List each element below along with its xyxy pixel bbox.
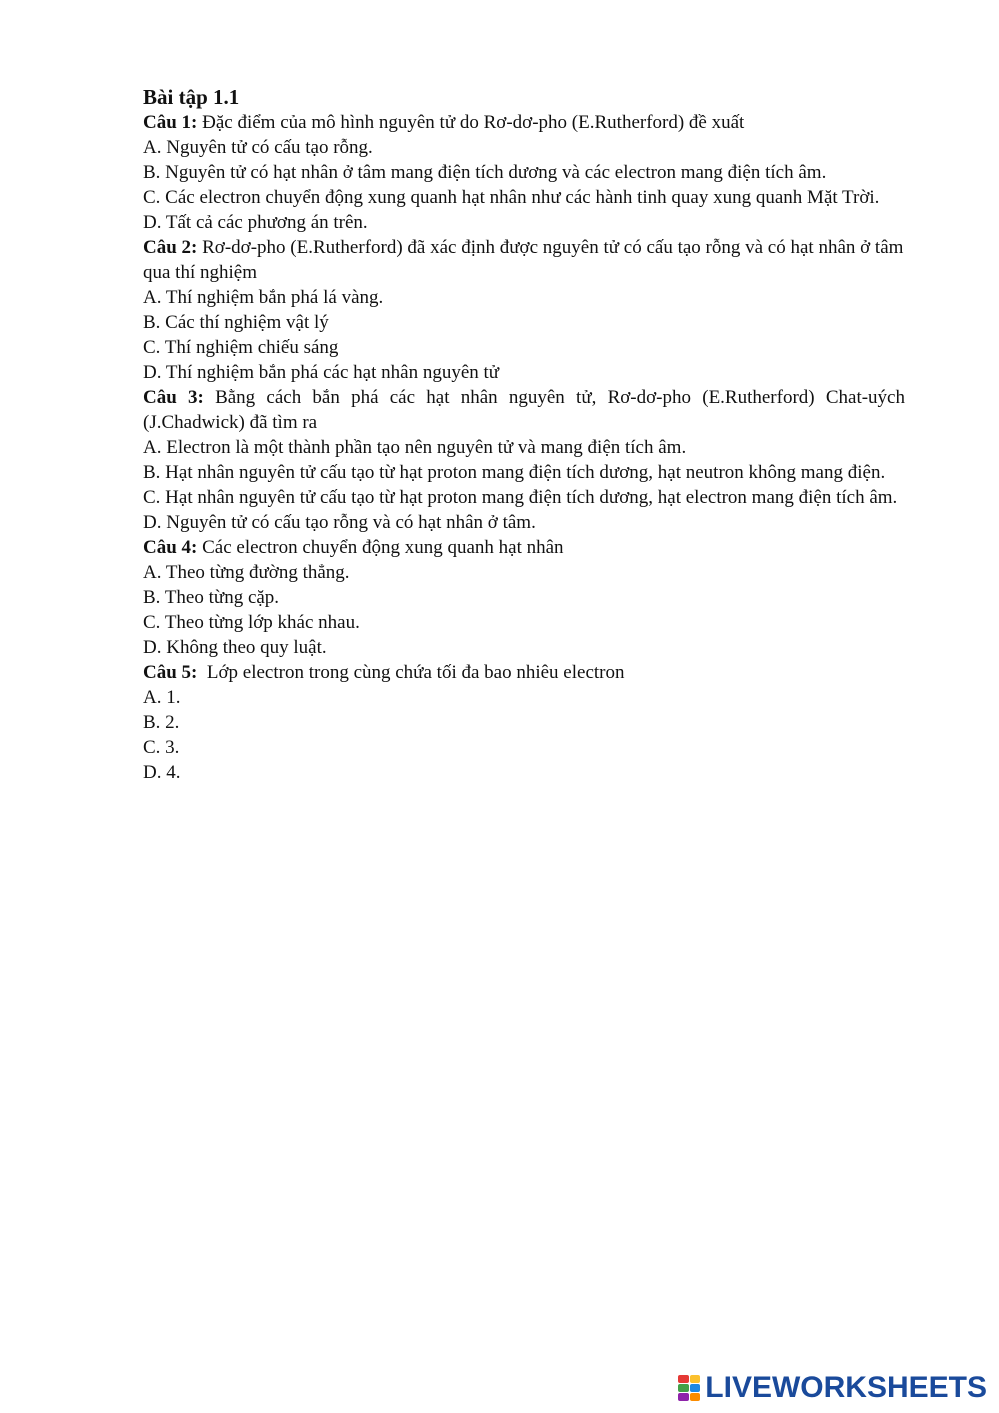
question-label: Câu 4: xyxy=(143,537,198,558)
question-text: Các electron chuyển động xung quanh hạt nhân xyxy=(197,537,564,558)
logo-block xyxy=(690,1375,701,1383)
worksheet-page xyxy=(143,84,905,785)
question-text: Đặc điểm của mô hình nguyên tử do Rơ-dơ-pho (E.Rutherford) đề xuất xyxy=(197,112,745,133)
logo-block xyxy=(690,1393,701,1401)
answer-option[interactable]: D. Nguyên tử có cấu tạo rỗng và có hạt nhân ở tâm. xyxy=(143,512,536,533)
question-stem xyxy=(143,660,905,685)
answer-option[interactable]: A. Thí nghiệm bắn phá lá vàng. xyxy=(143,287,384,308)
answer-option[interactable]: A. Theo từng đường thẳng. xyxy=(143,562,350,583)
answer-option[interactable]: D. 4. xyxy=(143,762,181,783)
answer-option[interactable]: C. 3. xyxy=(143,737,180,758)
answer-option[interactable]: B. Nguyên tử có hạt nhân ở tâm mang điện tích dương và các electron mang điện tích âm. xyxy=(143,162,827,183)
answer-option[interactable]: C. Các electron chuyển động xung quanh hạt nhân như các hành tinh quay xung quanh Mặt Trời. xyxy=(143,187,880,208)
answer-option[interactable]: B. 2. xyxy=(143,712,180,733)
answer-option[interactable]: D. Không theo quy luật. xyxy=(143,637,327,658)
logo-block xyxy=(678,1393,689,1401)
question-label: Câu 2: xyxy=(143,237,198,258)
answer-option[interactable]: A. 1. xyxy=(143,687,181,708)
answer-option[interactable]: C. Hạt nhân nguyên tử cấu tạo từ hạt proton mang điện tích dương, hạt electron mang điện tích âm. xyxy=(143,487,898,508)
answer-option[interactable]: C. Theo từng lớp khác nhau. xyxy=(143,612,360,633)
question-4 xyxy=(143,535,905,660)
answer-option[interactable]: A. Electron là một thành phần tạo nên nguyên tử và mang điện tích âm. xyxy=(143,437,687,458)
brand-name: LIVEWORKSHEETS xyxy=(705,1371,987,1404)
answer-option[interactable]: B. Các thí nghiệm vật lý xyxy=(143,312,329,333)
logo-block xyxy=(690,1384,701,1392)
question-stem xyxy=(143,110,905,135)
question-text: Bằng cách bắn phá các hạt nhân nguyên tử, Rơ-dơ-pho (E.Rutherford) Chat-uých (J.Chadwick) đã tìm ra xyxy=(143,387,905,433)
question-text: Lớp electron trong cùng chứa tối đa bao nhiêu electron xyxy=(197,662,625,683)
logo-block xyxy=(678,1384,689,1392)
answer-option[interactable]: B. Hạt nhân nguyên tử cấu tạo từ hạt proton mang điện tích dương, hạt neutron không mang điện. xyxy=(143,462,886,483)
logo-block xyxy=(678,1375,689,1383)
answer-option[interactable]: B. Theo từng cặp. xyxy=(143,587,280,608)
liveworksheets-logo-icon xyxy=(678,1375,700,1401)
question-5 xyxy=(143,660,905,785)
question-label: Câu 1: xyxy=(143,112,198,133)
question-label: Câu 5: xyxy=(143,662,198,683)
answer-option[interactable]: D. Tất cả các phương án trên. xyxy=(143,212,368,233)
question-stem xyxy=(143,535,905,560)
question-label: Câu 3: xyxy=(143,387,204,408)
liveworksheets-brand xyxy=(678,1373,987,1403)
question-stem xyxy=(143,235,905,285)
answer-option[interactable]: C. Thí nghiệm chiếu sáng xyxy=(143,337,339,358)
question-text: Rơ-dơ-pho (E.Rutherford) đã xác định được nguyên tử có cấu tạo rỗng và có hạt nhân ở tâm qua thí nghiệm xyxy=(143,237,904,283)
question-stem xyxy=(143,385,905,435)
question-2 xyxy=(143,235,905,385)
answer-option[interactable]: D. Thí nghiệm bắn phá các hạt nhân nguyên tử xyxy=(143,362,500,383)
answer-option[interactable]: A. Nguyên tử có cấu tạo rỗng. xyxy=(143,137,373,158)
question-1 xyxy=(143,110,905,235)
question-3 xyxy=(143,385,905,535)
page-title: Bài tập 1.1 xyxy=(143,85,240,109)
